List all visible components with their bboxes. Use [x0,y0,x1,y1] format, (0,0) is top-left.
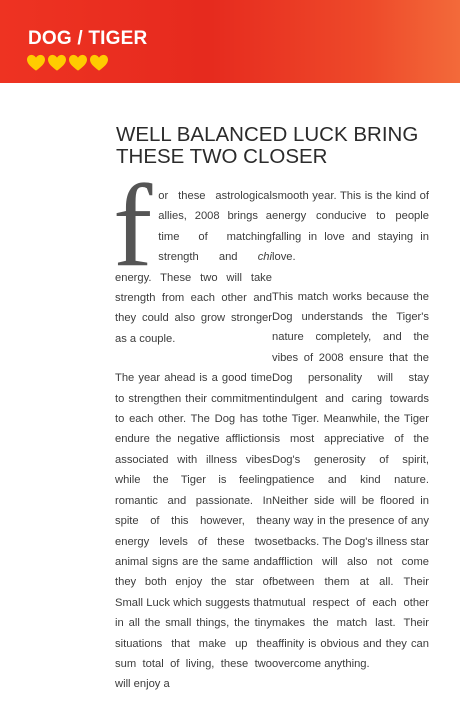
heart-icon [69,54,87,72]
header-banner [0,0,460,83]
drop-cap: f [113,160,153,291]
paragraph: This match works because the Dog understands the Tiger's nature completely, and the vibes of 2008 ensure that the Dog personality will stay indulgent and caring towards the Tiger. Meanwhile, the Tiger is most appreciative of the Dog's generosity of spirit, patience and kind nature. Neither side will be floored in any way in the presence of any setbacks. The Dog's illness star affliction will also not come between them at all. Their mutual respect of each other makes the match last. Their affinity is obvious and they can overcome anything. [272,290,429,670]
heart-rating [27,54,108,72]
article-column-right [272,186,429,693]
paragraph [113,160,273,349]
emphasis-text: chi [257,251,273,264]
heart-icon [48,54,66,72]
paragraph-text: energy. These two will take strength from each other and they could also grow stronger as a couple. [115,271,272,345]
heart-icon [27,54,45,72]
article-headline: WELL BALANCED LUCK BRING THESE TWO CLOSER [116,123,419,168]
page-section-title: DOG / TIGER [28,28,148,49]
paragraph: The year ahead is a good time to strengthen their commitment to each other. The Dog has to endure the negative afflictions associated with illness vibes while the Tiger is feeling romantic and passionate. In spite of this however, the energy levels of these two animal signs are the same and they both enjoy the star of Small Luck which suggests that in all the small things, the tiny situations that make up the sum total of living, these two will enjoy a [115,372,272,691]
paragraph-text: or these astrological allies, 2008 brings a time of matching strength and [158,190,272,264]
heart-icon [90,54,108,72]
article-column-left [113,160,273,714]
paragraph: smooth year. This is the kind of energy conducive to people falling in love and staying in love. [272,190,429,264]
